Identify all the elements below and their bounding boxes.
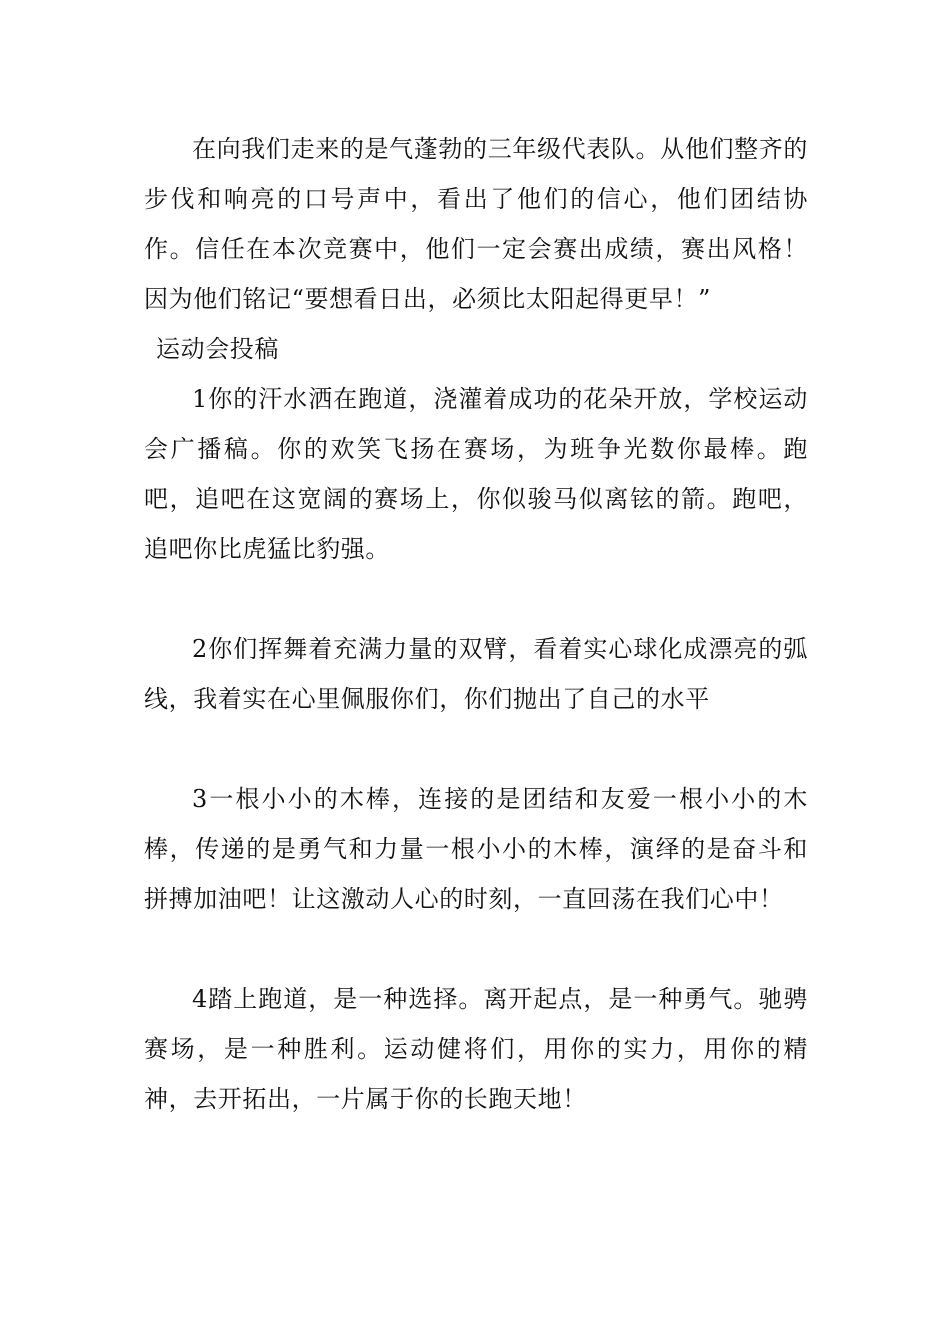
paragraph-item-3: 3一根小小的木棒，连接的是团结和友爱一根小小的木棒，传递的是勇气和力量一根小小的木棒，演绎的是奋斗和拼搏加油吧！让这激动人心的时刻，一直回荡在我们心中！ — [144, 785, 808, 913]
paragraph-spacer — [144, 574, 808, 624]
paragraph-item-2: 2你们挥舞着充满力量的双臂，看着实心球化成漂亮的弧线，我着实在心里佩服你们，你们抛出了自己的水平 — [144, 635, 808, 713]
paragraph-spacer — [144, 724, 808, 774]
document-body — [144, 124, 808, 1124]
section-heading: 运动会投稿 — [156, 335, 279, 363]
paragraph-item-4: 4踏上跑道，是一种选择。离开起点，是一种勇气。驰骋赛场，是一种胜利。运动健将们，用你的实力，用你的精神，去开拓出，一片属于你的长跑天地！ — [144, 985, 808, 1113]
paragraph-spacer — [144, 924, 808, 974]
paragraph-item-1: 1你的汗水洒在跑道，浇灌着成功的花朵开放，学校运动会广播稿。你的欢笑飞扬在赛场，为班争光数你最棒。跑吧，追吧在这宽阔的赛场上，你似骏马似离铉的箭。跑吧，追吧你比虎猛比豹强。 — [144, 385, 808, 563]
paragraph-team-intro: 在向我们走来的是气蓬勃的三年级代表队。从他们整齐的步伐和响亮的口号声中，看出了他们的信心，他们团结协作。信任在本次竞赛中，他们一定会赛出成绩，赛出风格！因为他们铭记“要想看日出，必须比太阳起得更早！” — [144, 135, 808, 313]
